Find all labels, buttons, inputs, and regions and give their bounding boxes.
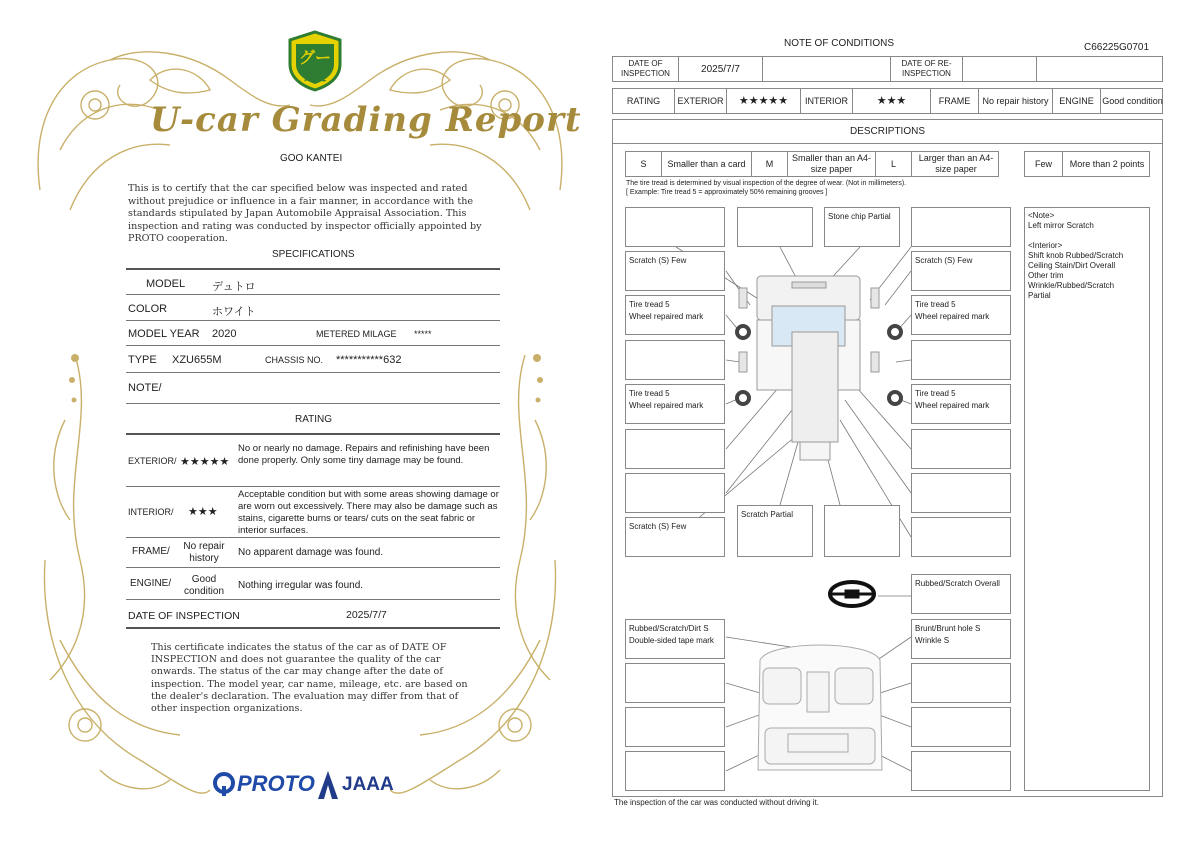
note-box-tire-front-right: Tire tread 5 Wheel repaired mark (911, 295, 1011, 335)
interior-diagram (758, 645, 882, 770)
interior-desc: Acceptable condition but with some areas showing damage or are worn out excessively. There may also be damage such as stains, cigarette burns or tears/ cuts on the seat fabric or interior surfaces. (238, 489, 499, 536)
note-box (625, 340, 725, 380)
note-box-stone-chip: Stone chip Partial (824, 207, 900, 247)
interior-value: ★★★ (853, 89, 931, 113)
rating-heading: RATING (295, 414, 333, 425)
side-note: <Note> Left mirror Scratch <Interior> Shift knob Rubbed/Scratch Ceiling Stain/Dirt Overall Other trim Wrinkle/Rubbed/Scratch Partial (1024, 207, 1150, 791)
date-inspection-value: 2025/7/7 (679, 57, 763, 81)
note-box (737, 207, 813, 247)
note-box-scratch-rear-left: Scratch (S) Few (625, 517, 725, 557)
specs-heading: SPECIFICATIONS (272, 249, 355, 260)
note-box (824, 505, 900, 557)
frame-value: No repair history (979, 89, 1053, 113)
badge-text: 鑑定 (304, 71, 326, 83)
tire-icon (737, 392, 749, 404)
notes-footer: The inspection of the car was conducted without driving it. (614, 798, 819, 807)
notes-code: C66225G0701 (1084, 42, 1150, 53)
color-label: COLOR (128, 303, 168, 315)
note-box (911, 707, 1011, 747)
date-inspection-label: DATE OF INSPECTION (613, 57, 679, 81)
exterior-desc: No or nearly no damage. Repairs and refinishing have been done properly. Only some tiny damage may be found. (238, 443, 490, 466)
model-label: MODEL (146, 278, 186, 290)
jaaa-logo (318, 771, 394, 799)
legend-m-desc: Smaller than an A4-size paper (788, 152, 876, 176)
notes-title: NOTE OF CONDITIONS (784, 38, 894, 49)
engine-value: Good condition (1102, 95, 1163, 106)
legend-s-desc: Smaller than a card (662, 152, 752, 176)
note-box (911, 663, 1011, 703)
proto-logo (213, 771, 315, 797)
note-box-interior-left: Rubbed/Scratch/Dirt S Double-sided tape mark (625, 619, 725, 659)
model-value: デュトロ (212, 281, 256, 293)
note-box-tire-rear-right: Tire tread 5 Wheel repaired mark (911, 384, 1011, 424)
chassis-label: CHASSIS NO. (265, 355, 324, 365)
legend-l: L (876, 152, 912, 176)
note-box (911, 340, 1011, 380)
note-box-steering: Rubbed/Scratch Overall (911, 574, 1011, 614)
legend-l-desc: Larger than an A4-size paper (918, 153, 994, 174)
svg-text:グー: グー (298, 48, 332, 67)
model-year-label: MODEL YEAR (128, 328, 200, 340)
note-box (911, 751, 1011, 791)
exterior-label: EXTERIOR/ (128, 456, 177, 466)
mileage-value: ***** (414, 329, 432, 339)
interior-label: INTERIOR/ (128, 507, 174, 517)
tire-icon (737, 326, 749, 338)
note-box (911, 207, 1011, 247)
frame-label: FRAME (931, 89, 979, 113)
date-value: 2025/7/7 (346, 609, 387, 621)
frame-desc: No apparent damage was found. (238, 547, 384, 558)
note-box-interior-right: Brunt/Brunt hole S Wrinkle S (911, 619, 1011, 659)
engine-value: Good condition (183, 574, 225, 597)
type-value: XZU655M (172, 354, 222, 366)
date-reinspection-label: DATE OF RE-INSPECTION (891, 57, 963, 81)
chassis-value: ***********632 (336, 354, 402, 366)
proto-logo-text: PROTO (237, 771, 315, 796)
note-box-tire-front-left: Tire tread 5 Wheel repaired mark (625, 295, 725, 335)
note-box (625, 751, 725, 791)
note-box (911, 473, 1011, 513)
certificate-footer: This certificate indicates the status of the car as of DATE OF INSPECTION and does not guarantee the quality of the car onwards. The status of the car may change after the date of inspection. The model year, car name, mileage, etc. are based on the dealer's declaration. The evaluation may differ from that of other inspection organizations. (151, 642, 468, 715)
proto-logo-icon (213, 772, 235, 796)
interior-label: INTERIOR (801, 89, 853, 113)
certificate-intro: This is to certify that the car specified below was inspected and rated without prejudice or influence in a fair manner, in accordance with the standards stipulated by Japan Automobile Appraisal Association. This inspection and rating was conducted by inspector officially appointed by PROTO cooperation. (128, 183, 482, 244)
note-box (625, 207, 725, 247)
note-of-conditions (600, 0, 1200, 848)
mileage-label: METERED MILAGE (316, 329, 397, 339)
script-title: U-car Grading Report (150, 100, 582, 140)
rating-label: RATING (613, 89, 675, 113)
exterior-value: ★★★★★ (727, 89, 801, 113)
interior-stars: ★★★ (188, 506, 218, 518)
frame-label: FRAME/ (132, 546, 170, 557)
tire-note-2: [ Example: Tire tread 5 = approximately 50% remaining grooves ] (626, 189, 828, 196)
descriptions-heading: DESCRIPTIONS (613, 120, 1162, 144)
steering-wheel-icon (830, 582, 874, 606)
note-box (625, 707, 725, 747)
tire-icon (889, 392, 901, 404)
exterior-label: EXTERIOR (675, 89, 727, 113)
engine-label: ENGINE (1053, 89, 1101, 113)
note-box-scratch-right: Scratch (S) Few (911, 251, 1011, 291)
org-name: GOO KANTEI (280, 153, 343, 164)
note-box-tire-rear-left: Tire tread 5 Wheel repaired mark (625, 384, 725, 424)
type-label: TYPE (128, 354, 157, 366)
note-box (625, 429, 725, 469)
model-year-value: 2020 (212, 328, 237, 340)
date-label: DATE OF INSPECTION (128, 610, 240, 622)
frame-value: No repair history (183, 541, 225, 564)
legend-few-desc: More than 2 points (1069, 158, 1145, 169)
note-box (911, 517, 1011, 557)
note-box (625, 663, 725, 703)
tire-note-1: The tire tread is determined by visual inspection of the degree of wear. (Not in millimeters). (626, 180, 907, 187)
color-value: ホワイト (212, 306, 256, 318)
exterior-stars: ★★★★★ (180, 456, 230, 468)
engine-desc: Nothing irregular was found. (238, 580, 364, 591)
engine-label: ENGINE/ (130, 578, 172, 589)
jaaa-logo-text: JAAA (342, 774, 394, 795)
legend-few: Few (1025, 152, 1063, 176)
note-box (911, 429, 1011, 469)
note-box-scratch-partial: Scratch Partial (737, 505, 813, 557)
note-box (625, 473, 725, 513)
legend-m: M (752, 152, 788, 176)
tire-icon (889, 326, 901, 338)
note-label: NOTE/ (128, 382, 162, 394)
legend-s: S (626, 152, 662, 176)
note-box-scratch-left: Scratch (S) Few (625, 251, 725, 291)
jaaa-logo-icon (318, 771, 338, 799)
